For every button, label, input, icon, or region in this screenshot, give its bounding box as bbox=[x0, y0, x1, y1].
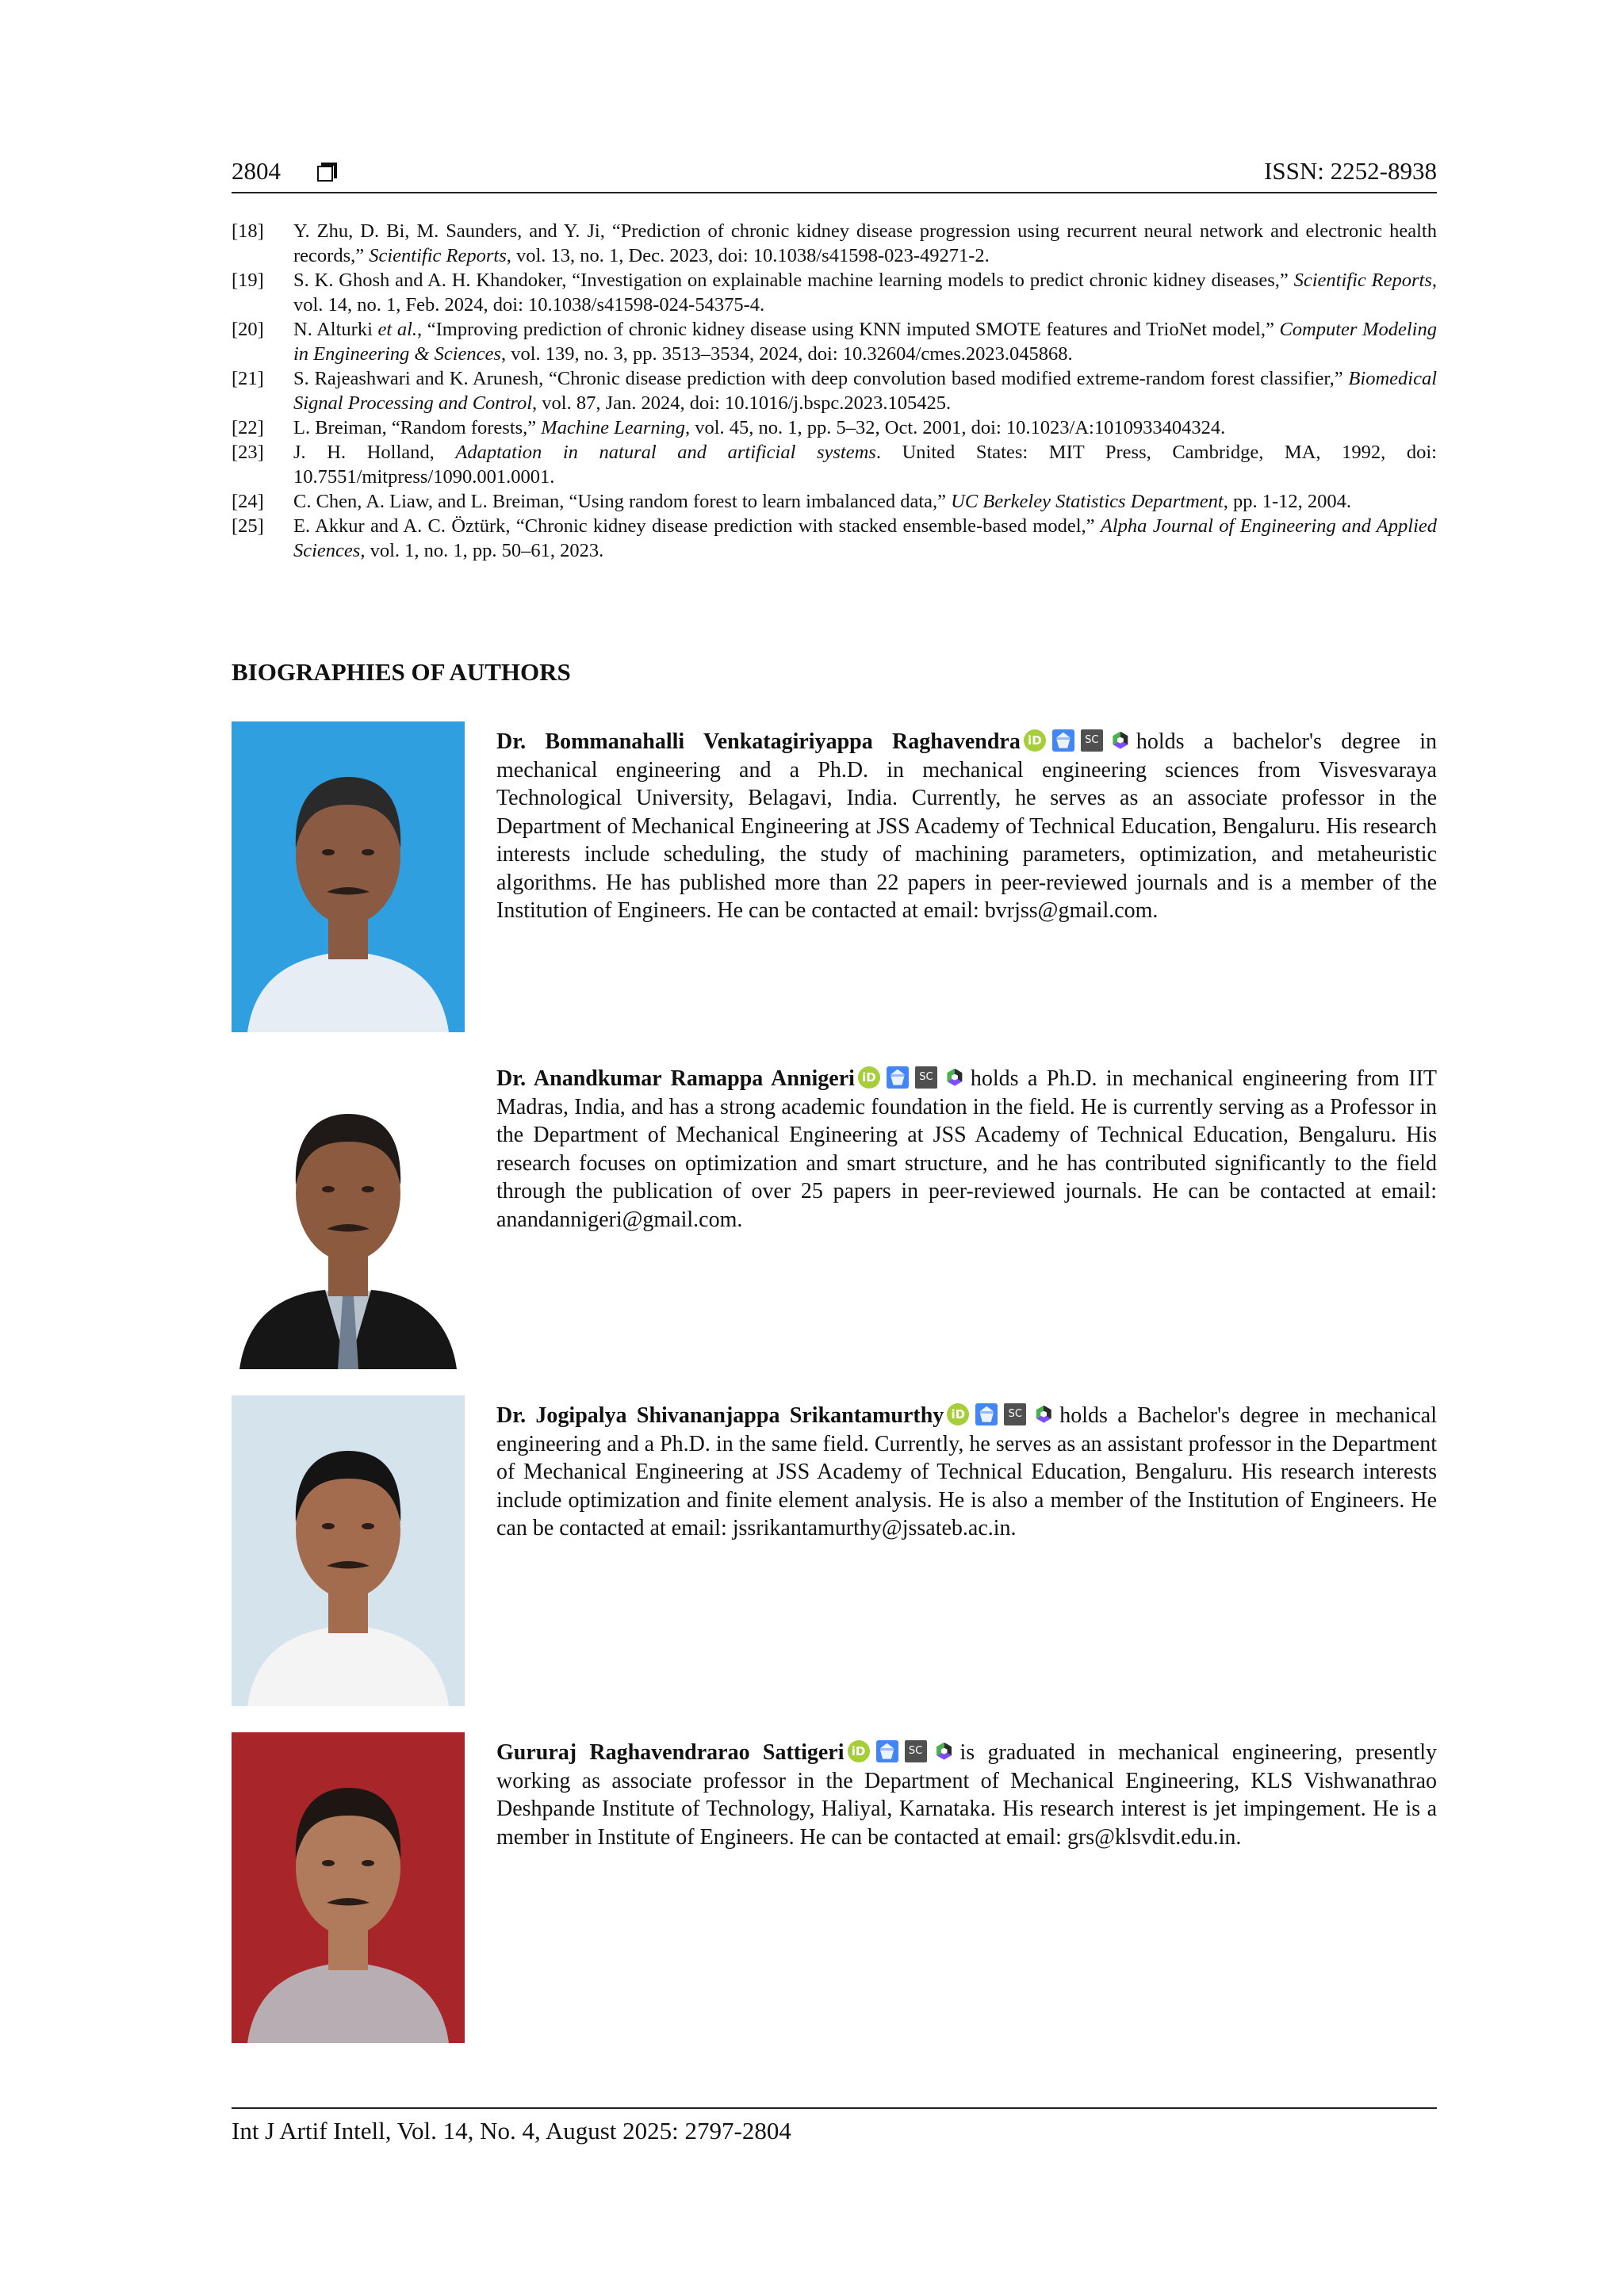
author-photo-frame bbox=[232, 721, 465, 1032]
reference-part: N. Alturki bbox=[293, 319, 378, 340]
author-bio bbox=[232, 721, 1437, 1032]
author-bio-body: holds a Bachelor's degree in mechanical engineering and a Ph.D. in the same field. Currently, he serves as an assistant professor in the Department of Mechanical Engineering at JSS Academy of Technical Education, Bengaluru. His research interests include optimization and finite element analysis. He is also a member of the Institution of Engineers. He can be contacted at email: jssrikantamurthy@jssateb.ac.in. bbox=[496, 1403, 1437, 1540]
author-profile-badges bbox=[858, 1066, 966, 1089]
publons-icon[interactable] bbox=[1109, 729, 1132, 752]
reference-item bbox=[232, 514, 1437, 563]
reference-part: , vol. 14, no. 1, Feb. 2024, doi: 10.1038/s41598-024-54375-4. bbox=[293, 270, 1437, 316]
reference-part: C. Chen, A. Liaw, and L. Breiman, “Using random forest to learn imbalanced data,” bbox=[293, 491, 952, 512]
issn: ISSN: 2252-8938 bbox=[1264, 157, 1437, 185]
author-bio-text bbox=[496, 1402, 1437, 1543]
author-bio bbox=[232, 1732, 1437, 2043]
author-photo-frame bbox=[232, 1395, 465, 1706]
reference-item bbox=[232, 440, 1437, 489]
scopus-icon[interactable]: SC bbox=[915, 1066, 937, 1089]
scopus-icon[interactable]: SC bbox=[905, 1740, 927, 1762]
reference-number: [22] bbox=[232, 417, 264, 438]
orcid-icon[interactable]: iD bbox=[858, 1066, 880, 1089]
author-bio-text bbox=[496, 1739, 1437, 1851]
reference-text bbox=[293, 514, 1437, 563]
reference-italic-part: Scientific Reports bbox=[1293, 270, 1432, 291]
google-scholar-icon[interactable] bbox=[876, 1740, 898, 1762]
reference-italic-part: Machine Learning bbox=[541, 417, 685, 438]
reference-part: Y. Zhu, D. Bi, M. Saunders, and Y. Ji, “Prediction of chronic kidney disease progression using recurrent neural network and electronic health records,” bbox=[293, 220, 1437, 266]
publons-icon[interactable] bbox=[933, 1740, 956, 1762]
reference-text bbox=[293, 317, 1437, 366]
orcid-icon[interactable]: iD bbox=[848, 1740, 870, 1762]
reference-text bbox=[293, 415, 1437, 440]
reference-italic-part: UC Berkeley Statistics Department bbox=[951, 491, 1224, 512]
reference-item bbox=[232, 415, 1437, 440]
reference-number: [20] bbox=[232, 319, 264, 340]
page-number: 2804 bbox=[232, 157, 281, 185]
author-bio bbox=[232, 1058, 1437, 1369]
author-bio bbox=[232, 1395, 1437, 1706]
scopus-icon[interactable]: SC bbox=[1081, 729, 1103, 752]
author-photo-4 bbox=[232, 1732, 465, 2043]
page-header bbox=[232, 154, 1437, 193]
author-photo-3 bbox=[232, 1395, 465, 1706]
reference-part: , pp. 1-12, 2004. bbox=[1223, 491, 1352, 512]
reference-italic-part: Adaptation in natural and artificial systems bbox=[455, 442, 876, 463]
reference-number: [21] bbox=[232, 368, 264, 389]
reference-italic-part: Alpha Journal of Engineering and Applied Sciences bbox=[293, 515, 1437, 561]
section-title: BIOGRAPHIES OF AUTHORS bbox=[232, 658, 571, 686]
reference-text bbox=[293, 366, 1437, 415]
reference-number: [18] bbox=[232, 220, 264, 242]
page-footer: Int J Artif Intell, Vol. 14, No. 4, August 2025: 2797-2804 bbox=[232, 2107, 1437, 2145]
reference-text bbox=[293, 440, 1437, 489]
reference-part: . United States: MIT Press, Cambridge, MA, 1992, doi: 10.7551/mitpress/1090.001.0001. bbox=[293, 442, 1437, 488]
reference-text bbox=[293, 219, 1437, 268]
author-bio-body: holds a bachelor's degree in mechanical engineering and a Ph.D. in mechanical engineering sciences from Visvesvaraya Technological University, Belagavi, India. Currently, he serves as an associate professor in the Department of Mechanical Engineering at JSS Academy of Technical Education, Bengaluru. His research interests include scheduling, the study of machining parameters, optimization, and metaheuristic algorithms. He has published more than 22 papers in peer-reviewed journals and is a member of the Institution of Engineers. He can be contacted at email: bvrjss@gmail.com. bbox=[496, 729, 1437, 923]
reference-part: E. Akkur and A. C. Öztürk, “Chronic kidney disease prediction with stacked ensemble-based model,” bbox=[293, 515, 1101, 537]
reference-list bbox=[232, 219, 1437, 563]
reference-text bbox=[293, 489, 1437, 514]
author-photo-2 bbox=[232, 1058, 465, 1369]
reference-part: , vol. 139, no. 3, pp. 3513–3534, 2024, doi: 10.32604/cmes.2023.045868. bbox=[500, 343, 1073, 365]
reference-italic-part: Computer Modeling in Engineering & Sciences bbox=[293, 319, 1437, 365]
reference-part: , vol. 13, no. 1, Dec. 2023, doi: 10.1038/s41598-023-49271-2. bbox=[506, 245, 990, 266]
reference-item bbox=[232, 219, 1437, 268]
reference-italic-part: et al. bbox=[377, 319, 418, 340]
author-bio-text bbox=[496, 728, 1437, 925]
author-bio-body: is graduated in mechanical engineering, presently working as associate professor in the Department of Mechanical Engineering, KLS Vishwanathrao Deshpande Institute of Technology, Haliyal, Karnataka. His research interest is jet impingement. He is a member in Institute of Engineers. He can be contacted at email: grs@klsvdit.edu.in. bbox=[496, 1740, 1437, 1850]
reference-number: [25] bbox=[232, 515, 264, 537]
reference-item bbox=[232, 317, 1437, 366]
reference-part: , vol. 1, no. 1, pp. 50–61, 2023. bbox=[360, 540, 604, 561]
publons-icon[interactable] bbox=[1032, 1403, 1055, 1425]
google-scholar-icon[interactable] bbox=[975, 1403, 998, 1425]
google-scholar-icon[interactable] bbox=[1052, 729, 1074, 752]
reference-italic-part: Scientific Reports bbox=[369, 245, 507, 266]
reference-italic-part: Biomedical Signal Processing and Control bbox=[293, 368, 1437, 414]
author-photo-frame bbox=[232, 1058, 465, 1369]
author-name: Dr. Bommanahalli Venkatagiriyappa Raghavendra bbox=[496, 729, 1021, 754]
reference-part: , vol. 87, Jan. 2024, doi: 10.1016/j.bspc.2023.105425. bbox=[532, 392, 952, 414]
author-photo-frame bbox=[232, 1732, 465, 2043]
orcid-icon[interactable]: iD bbox=[1024, 729, 1046, 752]
reference-part: S. K. Ghosh and A. H. Khandoker, “Investigation on explainable machine learning models to predict chronic kidney diseases,” bbox=[293, 270, 1294, 291]
author-profile-badges bbox=[947, 1403, 1055, 1425]
publons-icon[interactable] bbox=[944, 1066, 966, 1089]
header-left bbox=[232, 157, 335, 192]
author-profile-badges bbox=[848, 1740, 956, 1762]
reference-part: J. H. Holland, bbox=[293, 442, 456, 463]
author-profile-badges bbox=[1024, 729, 1132, 752]
author-name: Dr. Anandkumar Ramappa Annigeri bbox=[496, 1066, 855, 1091]
author-name: Gururaj Raghavendrarao Sattigeri bbox=[496, 1740, 845, 1765]
google-scholar-icon[interactable] bbox=[887, 1066, 909, 1089]
scopus-icon[interactable]: SC bbox=[1004, 1403, 1026, 1425]
reference-part: L. Breiman, “Random forests,” bbox=[293, 417, 542, 438]
reference-item bbox=[232, 268, 1437, 317]
reference-text bbox=[293, 268, 1437, 317]
author-photo-1 bbox=[232, 721, 465, 1032]
author-bio-text bbox=[496, 1065, 1437, 1234]
reference-number: [19] bbox=[232, 270, 264, 291]
author-bio-body: holds a Ph.D. in mechanical engineering from IIT Madras, India, and has a strong academic foundation in the field. He is currently serving as a Professor in the Department of Mechanical Engineering at JSS Academy of Technical Education, Bengaluru. His research focuses on optimization and smart structure, and he has contributed significantly to the field through the publication of over 25 papers in peer-reviewed journals. He can be contacted at email: anandannigeri@gmail.com. bbox=[496, 1066, 1437, 1232]
reference-item bbox=[232, 366, 1437, 415]
reference-item bbox=[232, 489, 1437, 514]
orcid-icon[interactable]: iD bbox=[947, 1403, 969, 1425]
reference-part: , vol. 45, no. 1, pp. 5–32, Oct. 2001, doi: 10.1023/A:1010933404324. bbox=[684, 417, 1226, 438]
reference-number: [23] bbox=[232, 442, 264, 463]
reference-number: [24] bbox=[232, 491, 264, 512]
square-bullet-icon bbox=[317, 163, 335, 180]
author-name: Dr. Jogipalya Shivananjappa Srikantamurthy bbox=[496, 1403, 944, 1428]
reference-part: , “Improving prediction of chronic kidney disease using KNN imputed SMOTE features and TrioNet model,” bbox=[417, 319, 1280, 340]
reference-part: S. Rajeashwari and K. Arunesh, “Chronic disease prediction with deep convolution based modified extreme-random forest classifier,” bbox=[293, 368, 1349, 389]
